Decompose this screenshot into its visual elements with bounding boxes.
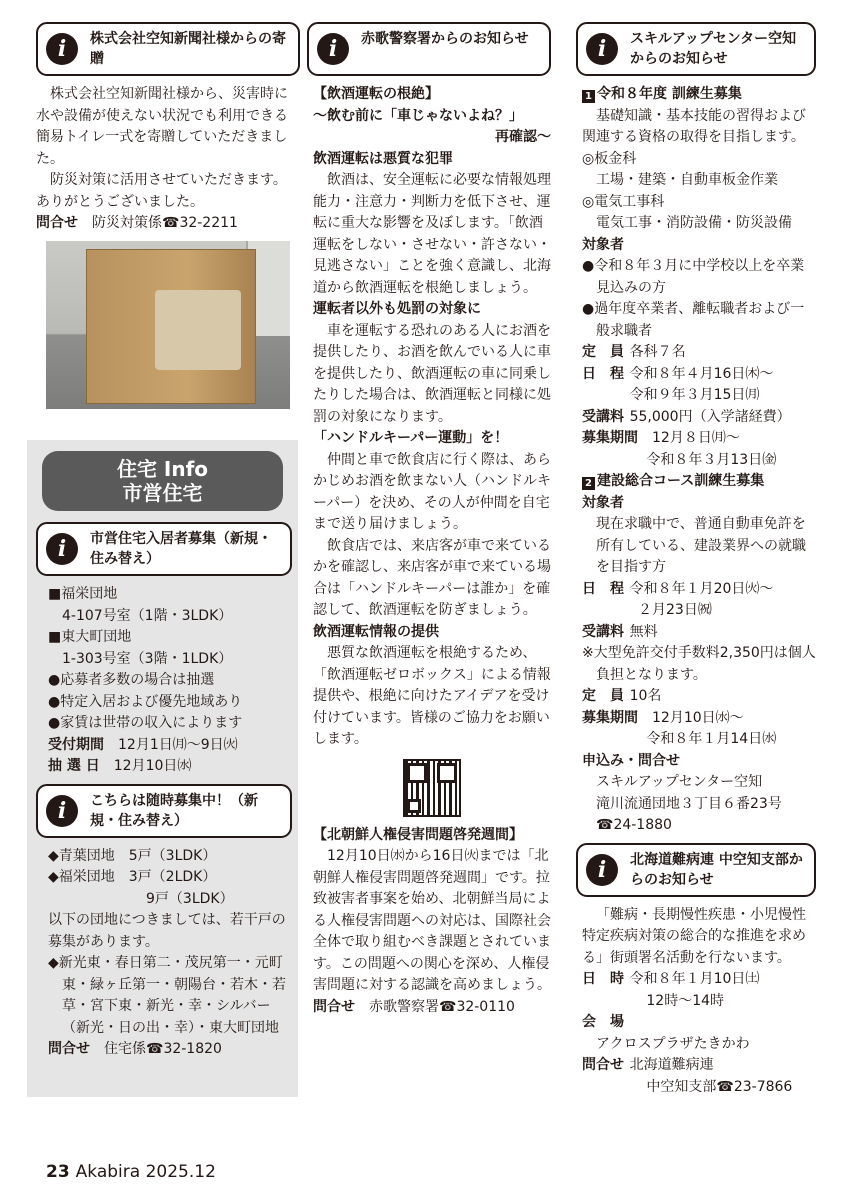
nanbyo-heading: i 北海道難病連 中空知支部からのお知らせ	[576, 843, 816, 897]
column-2: i 赤歌警察署からのお知らせ 【飲酒運転の根絶】 〜飲む前に「車じゃないよね？」 再確認〜 飲酒運転は悪質な犯罪 飲酒は、安全運転に必要な情報処理能力・注意力・判断力を低下させ、運転に重大な影響を及ぼします。「飲酒運転をしない・させない・許さない・見逃さない」ことを強く意識し、北海道から飲酒運転を根絶しましょう。 運転者以外も処罰の対象に 車を運転する恐れのある人にお酒を提供したり、お酒を飲んでいる人に車を提供したり、飲酒運転の車に同乗したりした場合は、飲酒運転と同様に処罰の対象になります。 「ハンドルキーパー運動」を！ 仲間と車で飲食店に行く際は、あらかじめお酒を飲まない人（ハンドルキーパー）を決め、その人が仲間を自宅まで送り届けましょう。 飲食店では、来店客が車で来ているかを確認し、来店客が車で来ている場合は「ハンドルキーパーは誰か」を確認して、飲酒運転を防ぎましょう。 飲酒運転情報の提供 悪質な飲酒運転を根絶するため、「飲酒運転ゼロボックス」による情報提供や、根絶に向けたアイデアを受け付けています。皆様のご協力をお願いします。 【北朝鮮人権侵害問題啓発週間】 12月10日㈬から16日㈫までは「北朝鮮人権侵害問題啓発週間」です。拉致被害者事案を始め、北朝鮮当局による人権侵害問題への対応は、国際社会全体で取り組むべき課題とされています。この問題への関心を深め、人権侵害問題に対する認識を高めましょう。 問合せ 赤歌警察署☎32-0110	[307, 22, 551, 1018]
info-icon: i	[317, 33, 349, 65]
qr-code[interactable]	[403, 759, 461, 817]
box-label	[155, 290, 241, 370]
police-heading: i 赤歌警察署からのお知らせ	[307, 22, 551, 76]
page-footer: 23 Akabira 2025.12	[46, 1162, 216, 1182]
housing-info-banner: 住宅 Info 市営住宅	[42, 451, 283, 511]
info-icon: i	[586, 33, 618, 65]
skillup-heading: i スキルアップセンター空知からのお知らせ	[576, 22, 816, 76]
info-icon: i	[586, 854, 618, 886]
donation-text-2: 防災対策に活用させていただきます。ありがとうございました。	[36, 172, 287, 210]
info-icon: i	[46, 33, 78, 65]
donation-heading: i 株式会社空知新聞社様からの寄贈	[36, 22, 300, 76]
column-1	[36, 22, 300, 409]
recruit-heading: i こちらは随時募集中！（新規・住み替え）	[36, 784, 292, 838]
info-icon: i	[46, 533, 78, 565]
donation-photo	[46, 241, 290, 409]
column-3: i スキルアップセンター空知からのお知らせ 1 令和８年度 訓練生募集 基礎知識・基本技能の習得および関連する資格の取得を目指します。 ◎板金科 工場・建築・自動車板金作業 ◎電気工事科 電気工事・消防設備・防災設備 対象者 ●令和８年３月に中学校以上を卒業見込みの方 ●過年度卒業者、離転職者および一般求職者 定 員 各科７名 日 程 令和８年４月16日㈭〜 令和９年３月15日㈪ 受講料 55,000円（入学諸経費） 募集期間 12月８日㈪〜 令和８年３月13日㈮ 2 建設総合コース訓練生募集 対象者 現在求職中で、普通自動車免許を所有している、建設業界への就職を目指す方 日 程 令和８年１月20日㈫〜 ２月23日㈷ 受講料 無料 ※大型免許交付手数料2,350円は個人負担となります。 定 員 10名 募集期間 12月10日㈬〜 令和８年１月14日㈬ 申込み・問合せ スキルアップセンター空知 滝川流通団地３丁目６番23号 ☎24-1880 i 北海道難病連 中空知支部からのお知らせ 「難病・長期慢性疾患・小児慢性特定疾病対策の総合的な推進を求める」街頭署名活動を行ないます。 日 時 令和８年１月10日㈯ 12時〜14時 会 場 アクロスプラザたきかわ 問合せ 北海道難病連 中空知支部☎23-7866	[576, 22, 816, 1098]
housing-heading: i 市営住宅入居者募集（新規・住み替え）	[36, 522, 292, 576]
housing-section: i 市営住宅入居者募集（新規・住み替え） ■福栄団地 4-107号室（1階・3LDK） ■東大町団地 1-303号室（3階・1LDK） ●応募者多数の場合は抽選 ●特定入居および優先地域あり ●家賃は世帯の収入によります 受付期間 12月1日㈪〜9日㈫ 抽 選 日 12月10日㈬ i こちらは随時募集中！（新規・住み替え） ◆青葉団地 5戸（3LDK） ◆福栄団地 3戸（2LDK） 9戸（3LDK） 以下の団地につきましては、若干戸の募集があります。 ◆新光東・春日第二・茂尻第一・元町東・緑ヶ丘第一・朝陽台・若木・若草・宮下東・新光・幸・シルバー（新光・日の出・幸）・東大町団地 問合せ 住宅係☎32-1820	[36, 522, 292, 1061]
info-icon: i	[46, 795, 78, 827]
donation-contact: 問合せ 防災対策係☎32-2211	[36, 215, 238, 231]
donation-text: 株式会社空知新聞社様から、災害時に水や設備が使えない状況でも利用できる簡易トイレ一式を寄贈していただきました。	[36, 86, 288, 167]
cardboard-box	[86, 249, 256, 404]
